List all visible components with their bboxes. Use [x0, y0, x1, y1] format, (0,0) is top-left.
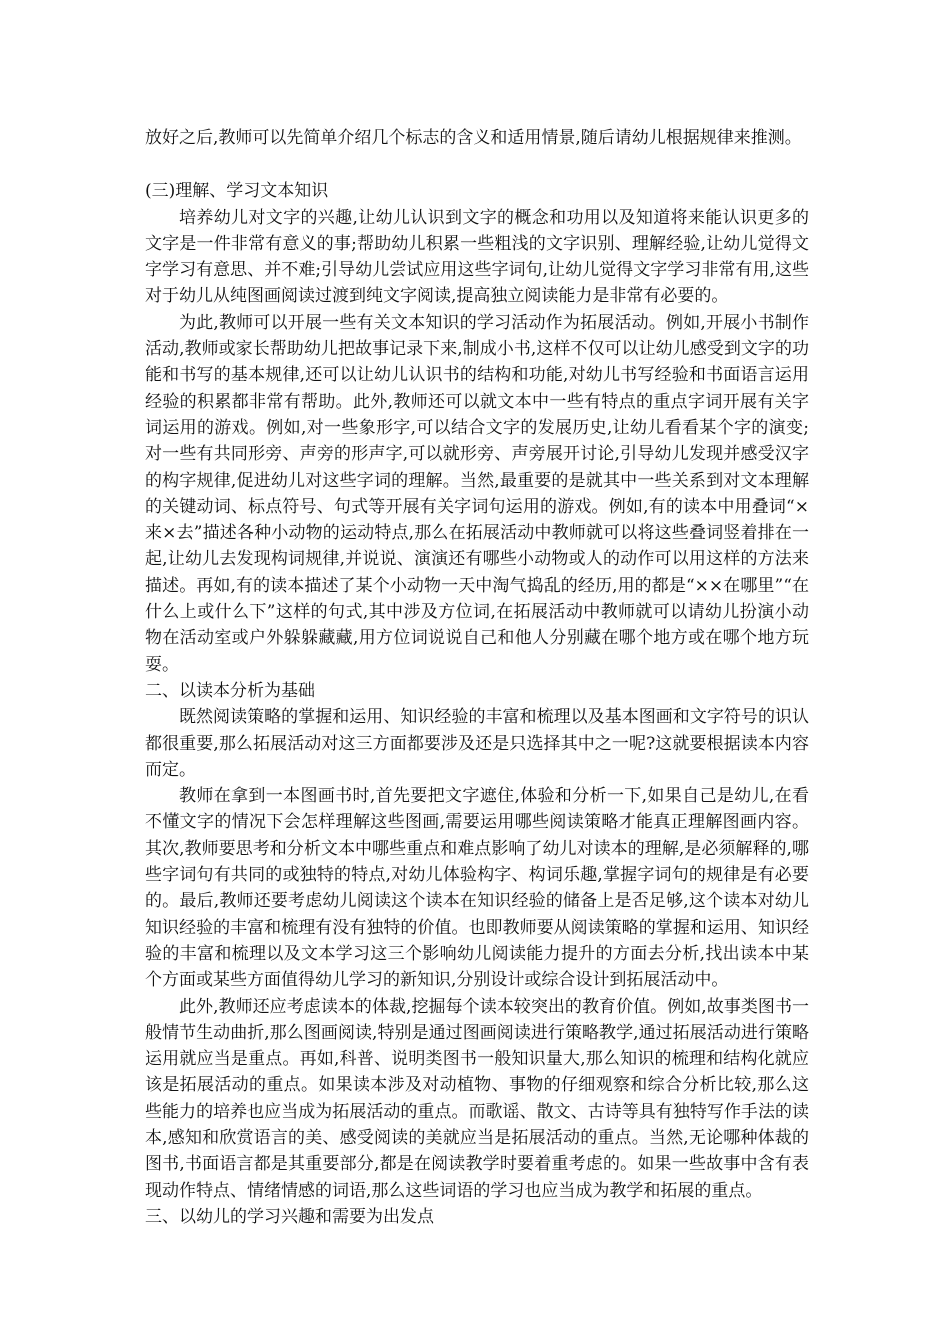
body-paragraph: 为此,教师可以开展一些有关文本知识的学习活动作为拓展活动。例如,开展小书制作活动,教师或家长帮助幼儿把故事记录下来,制成小书,这样不仅可以让幼儿感受到文字的功能和书写的基本规律,还可以让幼儿认识书的结构和功能,对幼儿书写经验和书面语言运用经验的积累都非常有帮助。此外,教师还可以就文本中一些有特点的重点字词开展有关字词运用的游戏。例如,对一些象形字,可以结合文字的发展历史,让幼儿看看某个字的演变;对一些有共同形旁、声旁的形声字,可以就形旁、声旁展开讨论,引导幼儿发现并感受汉字的构字规律,促进幼儿对这些字词的理解。当然,最重要的是就其中一些关系到对文本理解的关键动词、标点符号、句式等开展有关字词句运用的游戏。例如,有的读本中用叠词“×来×去”描述各种小动物的运动特点,那么在拓展活动中教师就可以将这些叠词竖着排在一起,让幼儿去发现构词规律,并说说、演演还有哪些小动物或人的动作可以用这样的方法来描述。再如,有的读本描述了某个小动物一天中淘气捣乱的经历,用的都是“××在哪里”“在什么上或什么下”这样的句式,其中涉及方位词,在拓展活动中教师就可以请幼儿扮演小动物在活动室或户外躲躲藏藏,用方位词说说自己和他人分别藏在哪个地方或在哪个地方玩耍。	[145, 312, 809, 675]
intro-paragraph: 放好之后,教师可以先简单介绍几个标志的含义和适用情景,随后请幼儿根据规律来推测。	[145, 128, 802, 148]
body-paragraph: 此外,教师还应考虑读本的体裁,挖掘每个读本较突出的教育价值。例如,故事类图书一般情节生动曲折,那么图画阅读,特别是通过图画阅读进行策略教学,通过拓展活动进行策略运用就应当是重点。再如,科普、说明类图书一般知识量大,那么知识的梳理和结构化就应该是拓展活动的重点。如果读本涉及对动植物、事物的仔细观察和综合分析比较,那么这些能力的培养也应当成为拓展活动的重点。而歌谣、散文、古诗等具有独特写作手法的读本,感知和欣赏语言的美、感受阅读的美就应当是拓展活动的重点。当然,无论哪种体裁的图书,书面语言都是其重要部分,都是在阅读教学时要着重考虑的。如果一些故事中含有表现动作特点、情绪情感的词语,那么这些词语的学习也应当成为教学和拓展的重点。	[145, 996, 809, 1201]
document-body	[145, 125, 809, 1230]
body-paragraph: 培养幼儿对文字的兴趣,让幼儿认识到文字的概念和功用以及知道将来能认识更多的文字是一件非常有意义的事;帮助幼儿积累一些粗浅的文字识别、理解经验,让幼儿觉得文字学习有意思、并不难;引导幼儿尝试应用这些字词句,让幼儿觉得文字学习非常有用,这些对于幼儿从纯图画阅读过渡到纯文字阅读,提高独立阅读能力是非常有必要的。	[145, 207, 809, 307]
subsection-heading: (三)理解、学习文本知识	[145, 181, 329, 202]
section-heading: 二、以读本分析为基础	[145, 680, 315, 701]
section-heading: 三、以幼儿的学习兴趣和需要为出发点	[145, 1206, 434, 1227]
paragraph-gap	[145, 151, 809, 178]
body-paragraph: 教师在拿到一本图画书时,首先要把文字遮住,体验和分析一下,如果自己是幼儿,在看不懂文字的情况下会怎样理解这些图画,需要运用哪些阅读策略才能真正理解图画内容。其次,教师要思考和分析文本中哪些重点和难点影响了幼儿对读本的理解,是必须解释的,哪些字词句有共同的或独特的特点,对幼儿体验构字、构词乐趣,掌握字词句的规律是有必要的。最后,教师还要考虑幼儿阅读这个读本在知识经验的储备上是否足够,这个读本对幼儿知识经验的丰富和梳理有没有独特的价值。也即教师要从阅读策略的掌握和运用、知识经验的丰富和梳理以及文本学习这三个影响幼儿阅读能力提升的方面去分析,找出读本中某个方面或某些方面值得幼儿学习的新知识,分别设计或综合设计到拓展活动中。	[145, 786, 809, 991]
body-paragraph: 既然阅读策略的掌握和运用、知识经验的丰富和梳理以及基本图画和文字符号的识认都很重要,那么拓展活动对这三方面都要涉及还是只选择其中之一呢?这就要根据读本内容而定。	[145, 707, 809, 780]
